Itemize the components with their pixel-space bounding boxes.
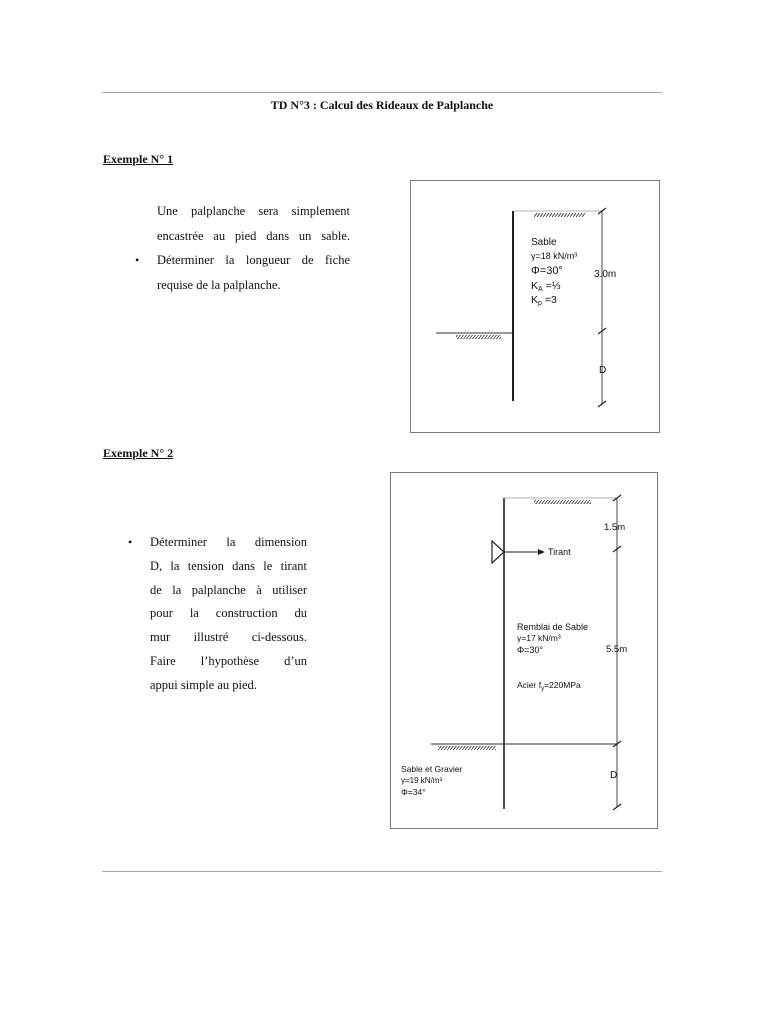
- active-coefficient: KA =⅓: [531, 280, 561, 293]
- embedment-label: D: [599, 365, 607, 376]
- anchor-label: Tirant: [548, 547, 571, 557]
- ground-hatch-bottom: [438, 746, 496, 750]
- top-height-label: 1.5m: [604, 522, 626, 533]
- example-1-diagram: [411, 181, 659, 432]
- example-2-line: pour la construction du: [150, 606, 307, 621]
- example-2-line: appui simple au pied.: [150, 677, 257, 692]
- backfill-name: Remblai de Sable: [517, 622, 589, 632]
- soil-friction-angle: Φ=30°: [531, 265, 563, 277]
- soil-unit-weight: γ=18 kN/m³: [531, 251, 578, 261]
- backfill-friction-angle: Φ=30°: [517, 645, 544, 655]
- middle-height-label: 5.5m: [606, 644, 628, 655]
- example-1-bullet-line: requise de la palplanche.: [157, 277, 281, 292]
- example-1-task: Déterminer la longueur de fiche: [157, 253, 350, 267]
- bullet-icon: •: [128, 535, 133, 549]
- foundation-friction-angle: Φ=34°: [401, 787, 426, 797]
- example-2-text: [128, 531, 307, 698]
- example-1-figure: [410, 180, 660, 433]
- example-2-line: Faire l’hypothèse d’un: [150, 653, 307, 668]
- example-1-intro-line: encastrée au pied dans un sable.: [157, 228, 350, 243]
- example-2-diagram: [391, 473, 657, 828]
- embedment-label: D: [610, 770, 618, 781]
- tie-rod-arrow-icon: [538, 549, 545, 555]
- soil-name: Sable: [531, 237, 557, 248]
- page-title: TD N°3 : Calcul des Rideaux de Palplanche: [270, 98, 494, 112]
- example-1-heading: Exemple N° 1: [103, 152, 174, 166]
- top-rule: [102, 92, 662, 93]
- passive-coefficient: Kp =3: [531, 294, 557, 307]
- example-2-task: Déterminer la dimension: [150, 535, 307, 549]
- example-2-figure: [390, 472, 658, 829]
- foundation-unit-weight: γ=19 kN/m³: [401, 776, 443, 785]
- ground-hatch-bottom: [456, 335, 501, 339]
- example-2-heading: Exemple N° 2: [103, 446, 174, 460]
- example-1-text: [135, 199, 350, 297]
- example-2-line: de la palplanche à utiliser: [150, 582, 307, 597]
- example-2-line: D, la tension dans le tirant: [150, 558, 307, 573]
- steel-yield-strength: Acier $f_y=220MPa$: [517, 680, 581, 692]
- anchor-support-icon: [492, 541, 504, 563]
- example-2-line: mur illustré ci-dessous.: [150, 630, 307, 645]
- retained-height-label: 3.0m: [594, 269, 617, 280]
- example-2-bullet-line: [128, 531, 307, 555]
- example-1-intro-line: Une palplanche sera simplement: [157, 204, 350, 218]
- backfill-unit-weight: γ=17 kN/m³: [517, 633, 561, 643]
- ground-hatch-top: [534, 213, 585, 217]
- example-1-bullet-line: [135, 248, 350, 273]
- foundation-soil-name: Sable et Gravier: [401, 764, 463, 774]
- bottom-rule: [102, 871, 662, 872]
- ground-hatch-top: [534, 500, 591, 504]
- bullet-icon: •: [135, 253, 140, 267]
